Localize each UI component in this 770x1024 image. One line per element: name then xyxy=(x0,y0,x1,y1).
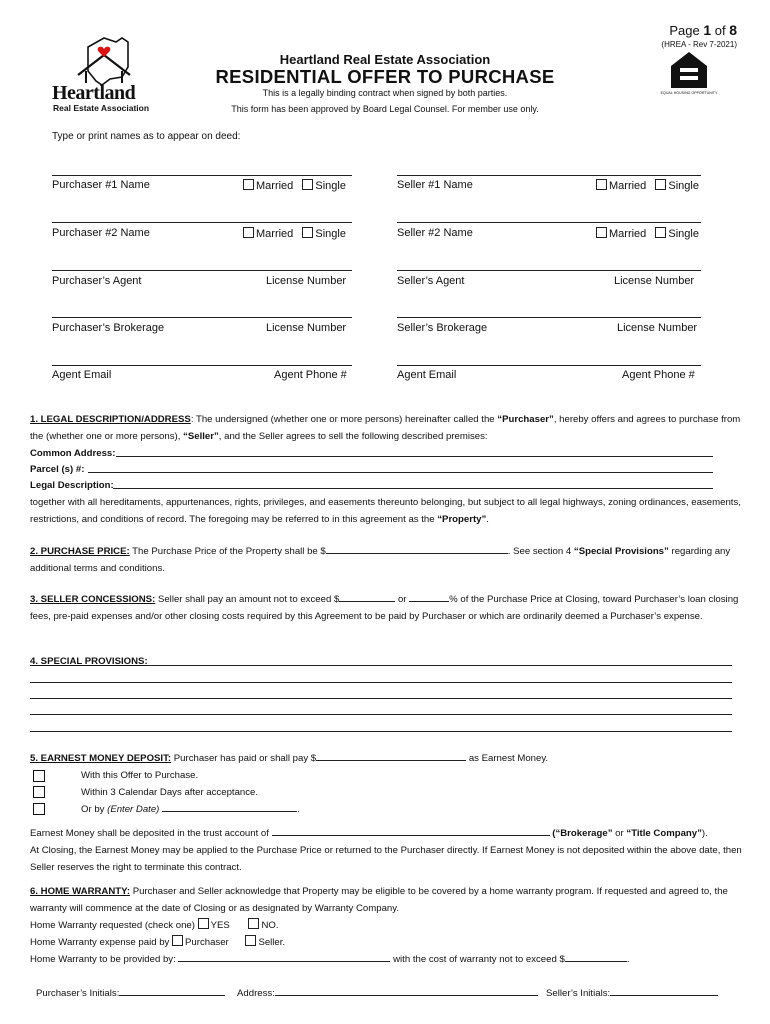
special-provisions-line-1[interactable] xyxy=(146,665,732,666)
earnest-option-2: Within 3 Calendar Days after acceptance. xyxy=(81,787,259,798)
parcel-label: Parcel (s) #: xyxy=(30,464,85,475)
association-name: Heartland Real Estate Association xyxy=(279,52,491,67)
seller2-name-line[interactable] xyxy=(397,222,701,223)
seller-brokerage-label: Seller’s Brokerage xyxy=(397,322,488,334)
earnest-by-date-checkbox[interactable] xyxy=(33,803,45,815)
page-indicator: Page 1 of 8 xyxy=(669,22,737,38)
seller1-single-checkbox[interactable] xyxy=(655,179,666,190)
earnest-option-3: Or by (Enter Date) . xyxy=(81,801,300,818)
section5-heading: 5. EARNEST MONEY DEPOSIT: xyxy=(30,753,172,764)
subtitle-binding: This is a legally binding contract when signed by both parties. xyxy=(262,88,508,98)
equal-housing-icon xyxy=(660,50,718,98)
purchaser-agent-email-label: Agent Email xyxy=(52,369,112,381)
purchaser1-married-checkbox[interactable] xyxy=(243,179,254,190)
warranty-paid-purchaser-checkbox[interactable] xyxy=(172,935,183,946)
section-purchase-price: 2. PURCHASE PRICE: The Purchase Price of the Property shall be $ . See section 4 “Special Provisions” regarding any additional terms and conditions. xyxy=(30,543,742,577)
footer-address-field[interactable] xyxy=(275,985,538,996)
seller-brokerage-license-label: License Number xyxy=(617,322,698,334)
parcel-field[interactable] xyxy=(88,472,713,473)
logo-wordmark: Heartland xyxy=(52,82,136,104)
purchaser-initials-field[interactable] xyxy=(119,985,225,996)
section-home-warranty: 6. HOME WARRANTY: Purchaser and Seller acknowledge that Property may be eligible to be covered by a home warranty program. If requested and agreed to, the warranty will commence at the date of Closing or as designated by Warranty Company. xyxy=(30,886,728,914)
earnest-option-1: With this Offer to Purchase. xyxy=(81,770,199,781)
warranty-requested-row: Home Warranty requested (check one) YES NO. xyxy=(30,920,279,931)
section-earnest-money: 5. EARNEST MONEY DEPOSIT: Purchaser has paid or shall pay $ as Earnest Money. xyxy=(30,750,742,767)
special-provisions-line-5[interactable] xyxy=(30,731,732,732)
revision-label: (HREA - Rev 7-2021) xyxy=(661,40,737,49)
concession-percent-field[interactable] xyxy=(409,591,449,602)
warranty-provider-field[interactable] xyxy=(178,951,390,962)
special-provisions-line-4[interactable] xyxy=(30,714,732,715)
earnest-trust-account: Earnest Money shall be deposited in the trust account of (“Brokerage” or “Title Company”). xyxy=(30,825,742,842)
deed-instruction: Type or print names as to appear on deed: xyxy=(52,131,241,142)
seller-agent-email-label: Agent Email xyxy=(397,369,457,381)
purchaser2-single-checkbox[interactable] xyxy=(302,227,313,238)
section4-heading: 4. SPECIAL PROVISIONS: xyxy=(30,656,148,667)
footer-purchaser-initials: Purchaser’s Initials: xyxy=(36,985,225,1002)
seller-agent-license-label: License Number xyxy=(614,275,695,287)
section1-body: together with all hereditaments, appurtenances, rights, privileges, and easements thereunto belonging, but subject to all legal highways, zoning ordinances, easements, restrictions, and conditions of record. The foregoing may be referred to in this agreement as the “Property”. xyxy=(30,497,741,525)
section1-heading: 1. LEGAL DESCRIPTION/ADDRESS xyxy=(30,414,191,425)
purchaser2-name-line[interactable] xyxy=(52,222,352,223)
eho-label: EQUAL HOUSING OPPORTUNITY xyxy=(660,91,718,95)
purchaser1-single-checkbox[interactable] xyxy=(302,179,313,190)
section3-heading: 3. SELLER CONCESSIONS: xyxy=(30,594,156,605)
section-special-provisions xyxy=(30,653,148,670)
section-seller-concessions: 3. SELLER CONCESSIONS: Seller shall pay an amount not to exceed $ or % of the Purchase Price at Closing, toward Purchaser’s loan closing fees, pre-paid expenses and/or other closing costs required by this Agreement to be paid by Purchaser or which are ordinarily deemed a Purchaser’s expense. xyxy=(30,591,742,625)
purchaser-agent-phone-label: Agent Phone # xyxy=(274,369,347,381)
special-provisions-line-3[interactable] xyxy=(30,698,732,699)
earnest-within-3-days-checkbox[interactable] xyxy=(33,786,45,798)
footer-seller-initials: Seller’s Initials: xyxy=(546,985,718,1002)
purchaser-brokerage-line[interactable] xyxy=(52,317,352,318)
purchaser-agent-license-label: License Number xyxy=(266,275,347,287)
purchaser-brokerage-license-label: License Number xyxy=(266,322,347,334)
seller-agent-email-line[interactable] xyxy=(397,365,701,366)
seller1-status: Married Single xyxy=(596,179,699,192)
common-address-label: Common Address: xyxy=(30,448,116,459)
trust-account-field[interactable] xyxy=(272,825,550,836)
warranty-provider-row: Home Warranty to be provided by: with the cost of warranty not to exceed $ . xyxy=(30,951,629,968)
seller2-status: Married Single xyxy=(596,227,699,240)
seller2-single-checkbox[interactable] xyxy=(655,227,666,238)
legal-description-field[interactable] xyxy=(113,488,713,489)
subtitle-approved: This form has been approved by Board Legal Counsel. For member use only. xyxy=(231,104,539,114)
warranty-no-checkbox[interactable] xyxy=(248,918,259,929)
purchaser1-name-line[interactable] xyxy=(52,175,352,176)
purchaser-agent-line[interactable] xyxy=(52,270,352,271)
seller2-married-checkbox[interactable] xyxy=(596,227,607,238)
warranty-paid-by-row: Home Warranty expense paid by Purchaser Seller. xyxy=(30,937,286,948)
common-address-field[interactable] xyxy=(116,456,713,457)
earnest-date-field[interactable] xyxy=(162,801,297,812)
special-provisions-line-2[interactable] xyxy=(30,682,732,683)
section6-heading: 6. HOME WARRANTY: xyxy=(30,886,131,897)
purchaser-agent-email-line[interactable] xyxy=(52,365,352,366)
warranty-paid-seller-checkbox[interactable] xyxy=(245,935,256,946)
purchaser1-label: Purchaser #1 Name xyxy=(52,179,150,191)
purchaser2-status: Married Single xyxy=(243,227,346,240)
purchaser-agent-label: Purchaser’s Agent xyxy=(52,275,142,287)
purchaser2-married-checkbox[interactable] xyxy=(243,227,254,238)
section-legal-description: 1. LEGAL DESCRIPTION/ADDRESS: The undersigned (whether one or more persons) hereinafter called the “Purchaser”, hereby offers and agrees to purchase from the (whether one or more persons), “Seller”, and the Seller agrees to sell the following described premises: xyxy=(30,414,741,442)
purchase-price-field[interactable] xyxy=(326,543,508,554)
logo-subtitle: Real Estate Association xyxy=(53,103,150,113)
warranty-yes-checkbox[interactable] xyxy=(198,918,209,929)
seller1-name-line[interactable] xyxy=(397,175,701,176)
seller-initials-field[interactable] xyxy=(610,985,718,996)
earnest-with-offer-checkbox[interactable] xyxy=(33,770,45,782)
form-title: RESIDENTIAL OFFER TO PURCHASE xyxy=(215,66,555,87)
purchaser-brokerage-label: Purchaser’s Brokerage xyxy=(52,322,165,334)
seller-agent-line[interactable] xyxy=(397,270,701,271)
seller-agent-phone-label: Agent Phone # xyxy=(622,369,695,381)
purchaser2-label: Purchaser #2 Name xyxy=(52,227,150,239)
earnest-closing-terms: At Closing, the Earnest Money may be applied to the Purchase Price or returned to the Purchaser directly. If Earnest Money is not deposited within the above date, then Seller reserves the right to terminate this contract. xyxy=(30,845,742,873)
seller2-label: Seller #2 Name xyxy=(397,227,473,239)
footer-address: Address: xyxy=(237,985,538,1002)
seller1-married-checkbox[interactable] xyxy=(596,179,607,190)
concession-amount-field[interactable] xyxy=(339,591,395,602)
section2-heading: 2. PURCHASE PRICE: xyxy=(30,546,130,557)
purchaser1-status: Married Single xyxy=(243,179,346,192)
seller1-label: Seller #1 Name xyxy=(397,179,473,191)
warranty-cost-field[interactable] xyxy=(565,951,627,962)
legal-description-label: Legal Description: xyxy=(30,480,114,491)
seller-brokerage-line[interactable] xyxy=(397,317,701,318)
earnest-amount-field[interactable] xyxy=(316,750,466,761)
seller-agent-label: Seller’s Agent xyxy=(397,275,465,287)
